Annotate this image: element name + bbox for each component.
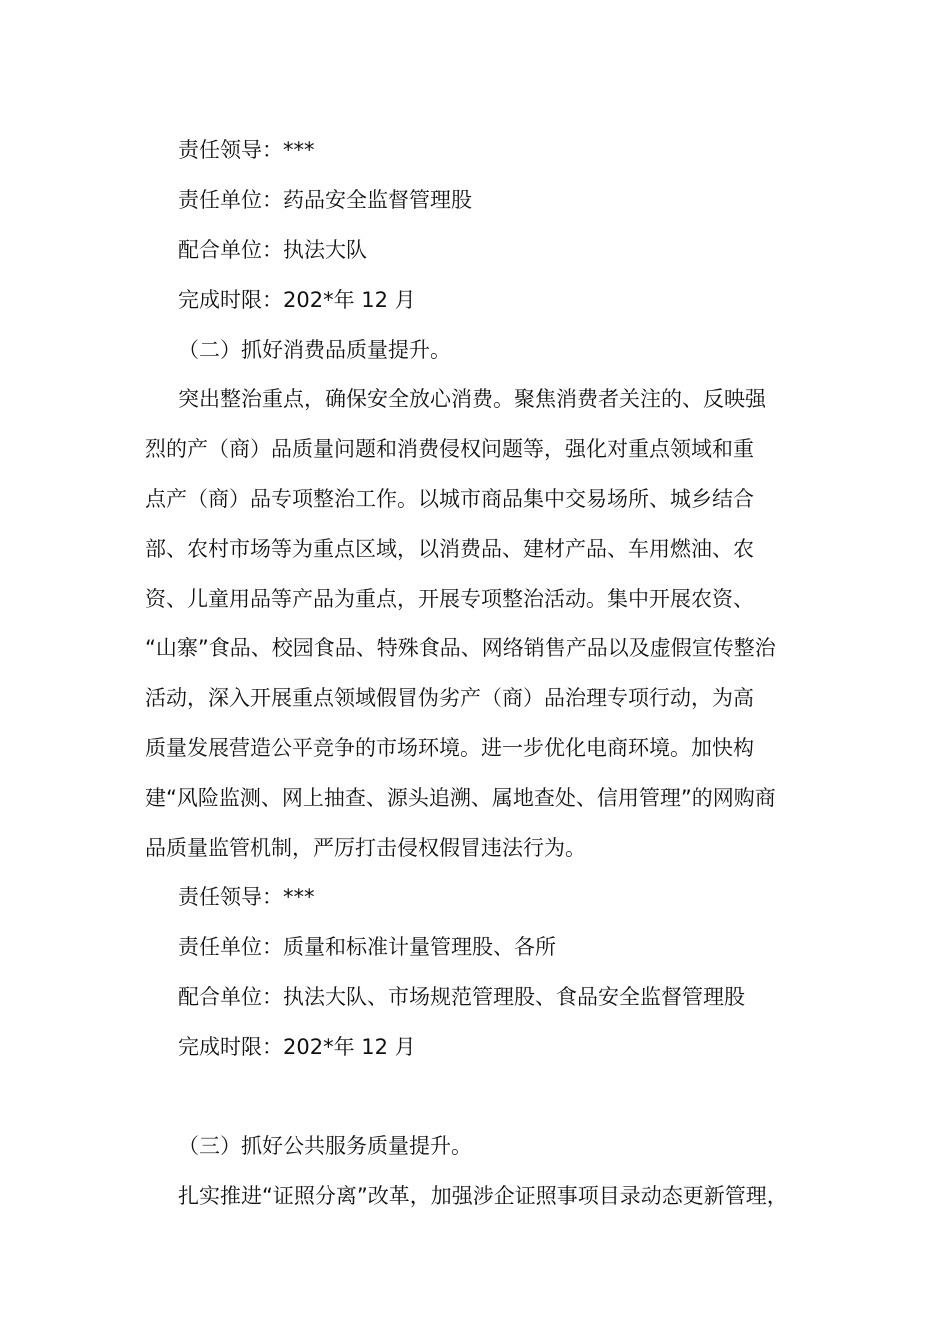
section2-heading: （二）抓好消费品质量提升。: [178, 338, 451, 362]
section3-heading: （三）抓好公共服务质量提升。: [178, 1134, 472, 1158]
s2-unit: 责任单位：质量和标准计量管理股、各所: [178, 935, 556, 959]
section2-line-1: 突出整治重点，确保安全放心消费。聚焦消费者关注的、反映强: [178, 387, 766, 411]
s1-leader: 责任领导：***: [178, 138, 315, 162]
s2-leader: 责任领导：***: [178, 885, 315, 909]
s2-deadline: 完成时限：202*年 12 月: [178, 1035, 416, 1059]
section2-line-7: 活动，深入开展重点领域假冒伪劣产（商）品治理专项行动，为高: [145, 686, 754, 710]
section2-line-3: 点产（商）品专项整治工作。以城市商品集中交易场所、城乡结合: [145, 487, 754, 511]
section2-line-9: 建“风险监测、网上抽查、源头追溯、属地查处、信用管理”的网购商: [145, 786, 776, 810]
section2-line-4: 部、农村市场等为重点区域，以消费品、建材产品、车用燃油、农: [145, 537, 754, 561]
section2-line-8: 质量发展营造公平竞争的市场环境。进一步优化电商环境。加快构: [145, 736, 754, 760]
section2-line-2: 烈的产（商）品质量问题和消费侵权问题等，强化对重点领域和重: [145, 437, 754, 461]
s1-deadline: 完成时限：202*年 12 月: [178, 288, 416, 312]
section2-line-10: 品质量监管机制，严厉打击侵权假冒违法行为。: [145, 836, 586, 860]
s1-coop: 配合单位：执法大队: [178, 238, 367, 262]
s1-unit: 责任单位：药品安全监督管理股: [178, 188, 472, 212]
section2-line-6: “山寨”食品、校园食品、特殊食品、网络销售产品以及虚假宣传整治: [145, 636, 776, 660]
s2-coop: 配合单位：执法大队、市场规范管理股、食品安全监督管理股: [178, 985, 745, 1009]
section3-line-1: 扎实推进“证照分离”改革，加强涉企证照事项目录动态更新管理，: [178, 1184, 788, 1208]
section2-line-5: 资、儿童用品等产品为重点，开展专项整治活动。集中开展农资、: [145, 587, 754, 611]
